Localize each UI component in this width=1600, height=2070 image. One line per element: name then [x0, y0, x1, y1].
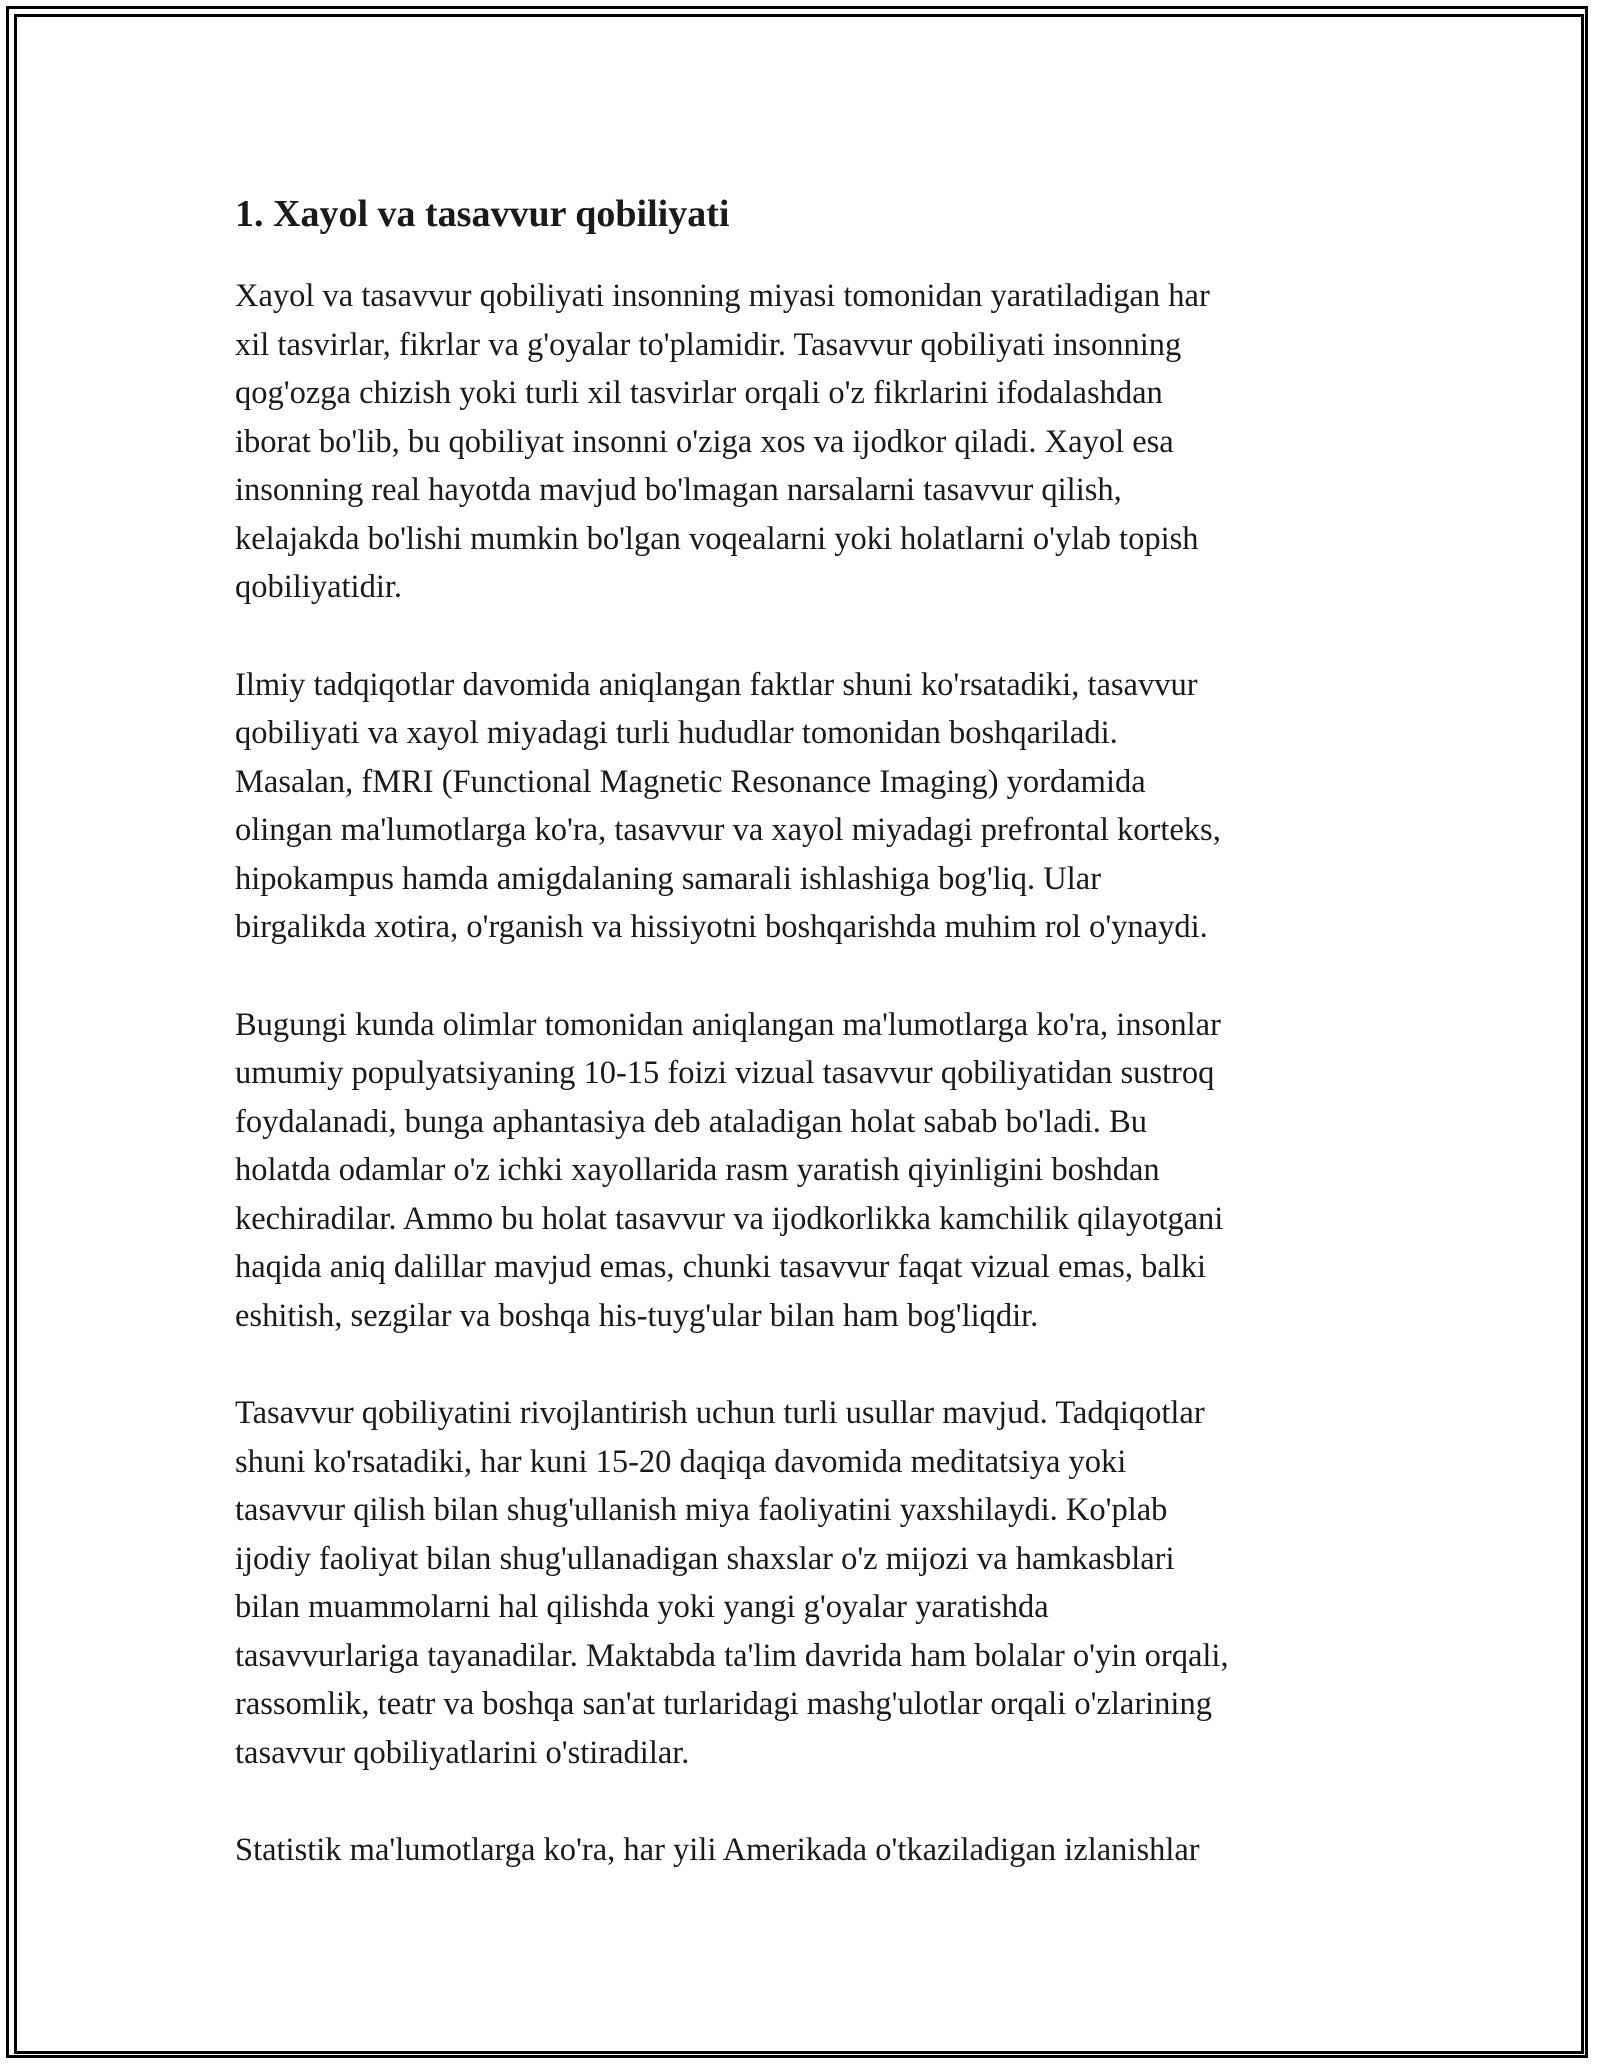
- section-heading: 1. Xayol va tasavvur qobiliyati: [235, 193, 730, 235]
- paragraph-2: Ilmiy tadqiqotlar davomida aniqlangan faktlar shuni ko'rsatadiki, tasavvur qobiliyati va xayol miyadagi turli hududlar tomonidan boshqariladi. Masalan, fMRI (Functional Magnetic Resonance Imaging) yordamida olingan ma'lumotlarga ko'ra, tasavvur va xayol miyadagi prefrontal korteks, hipokampus hamda amigdalaning samarali ishlashiga bog'liq. Ular birgalikda xotira, o'rganish va hissiyotni boshqarishda muhim rol o'ynaydi.: [235, 666, 1221, 945]
- paragraph-1: Xayol va tasavvur qobiliyati insonning miyasi tomonidan yaratiladigan har xil tasvirlar, fikrlar va g'oyalar to'plamidir. Tasavvur qobiliyati insonning qog'ozga chizish yoki turli xil tasvirlar orqali o'z fikrlarini ifodalashdan iborat bo'lib, bu qobiliyat insonni o'ziga xos va ijodkor qiladi. Xayol esa insonning real hayotda mavjud bo'lmagan narsalarni tasavvur qilish, kelajakda bo'lishi mumkin bo'lgan voqealarni yoki holatlarni o'ylab topish qobiliyatidir.: [235, 278, 1210, 605]
- paragraph-5: Statistik ma'lumotlarga ko'ra, har yili Amerikada o'tkaziladigan izlanishlar: [235, 1832, 1200, 1868]
- document-body: [235, 186, 1365, 1924]
- paragraph-4: Tasavvur qobiliyatini rivojlantirish uchun turli usullar mavjud. Tadqiqotlar shuni ko'rsatadiki, har kuni 15-20 daqiqa davomida meditatsiya yoki tasavvur qilish bilan shug'ullanish miya faoliyatini yaxshilaydi. Ko'plab ijodiy faoliyat bilan shug'ullanadigan shaxslar o'z mijozi va hamkasblari bilan muammolarni hal qilishda yoki yangi g'oyalar yaratishda tasavvurlariga tayanadilar. Maktabda ta'lim davrida ham bolalar o'yin orqali, rassomlik, teatr va boshqa san'at turlaridagi mashg'ulotlar orqali o'zlarining tasavvur qobiliyatlarini o'stiradilar.: [235, 1395, 1229, 1771]
- paragraph-3: Bugungi kunda olimlar tomonidan aniqlangan ma'lumotlarga ko'ra, insonlar umumiy populyatsiyaning 10-15 foizi vizual tasavvur qobiliyatidan sustroq foydalanadi, bunga aphantasiya deb ataladigan holat sabab bo'ladi. Bu holatda odamlar o'z ichki xayollarida rasm yaratish qiyinligini boshdan kechiradilar. Ammo bu holat tasavvur va ijodkorlikka kamchilik qilayotgani haqida aniq dalillar mavjud emas, chunki tasavvur faqat vizual emas, balki eshitish, sezgilar va boshqa his-tuyg'ular bilan ham bog'liqdir.: [235, 1006, 1224, 1334]
